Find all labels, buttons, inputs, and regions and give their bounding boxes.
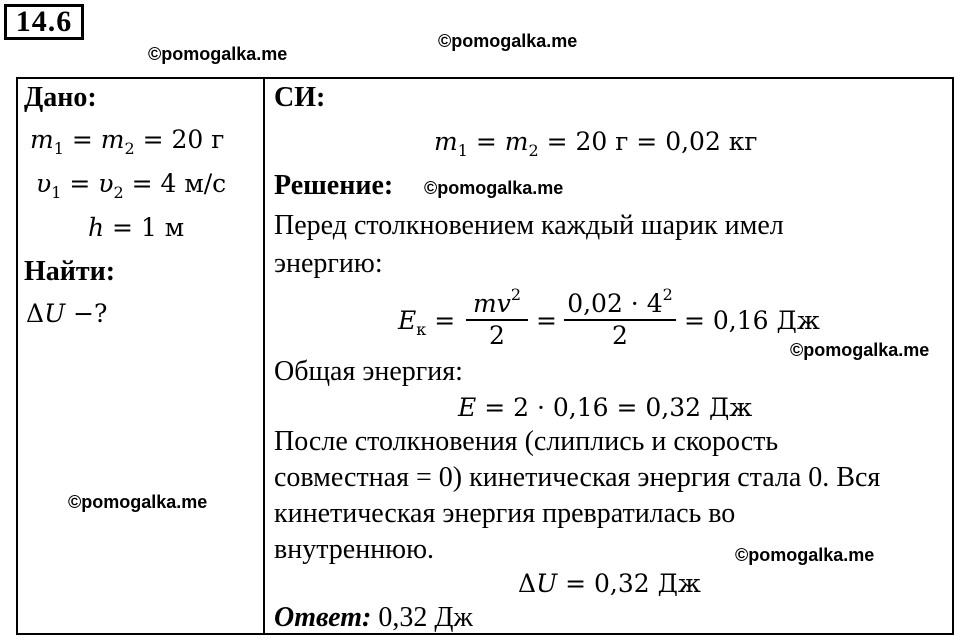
find-heading: Найти: [24,256,116,287]
solution-text-1: Перед столкновением каждый шарик имел [274,210,784,241]
find-line: ΔU −? [26,299,108,328]
equals-sign: = [536,306,557,335]
ek-result: = 0,16 Дж [684,306,820,335]
fraction-1-denominator: 2 [489,321,505,350]
solution-text-7: внутреннюю. [274,534,435,565]
fraction-2-numerator: $0,02 \cdot 4^2$ [567,285,673,318]
problem-number: 14.6 [4,4,84,40]
solution-text-6: кинетическая энергия превратилась во [274,498,736,529]
solution-text-5: совместная = 0) кинетическая энергия стала 0. Вся [274,462,881,493]
watermark-2: ©pomogalka.me [438,31,578,51]
si-heading: СИ: [274,82,326,113]
column-divider [263,77,265,635]
given-velocity-line: $\upsilon_1 = \upsilon_2 = 4$ м/с [36,169,227,202]
solution-text-2: энергию: [274,248,383,279]
solution-text-4: После столкновения (слиплись и скорость [274,426,779,457]
answer-line [274,602,473,634]
fraction-numeric [564,280,676,351]
given-mass-line: $m_1 = m_2 = 20$ г [30,125,225,158]
fraction-1-numerator: $mv^2$ [472,285,522,318]
watermark-4: ©pomogalka.me [790,340,930,360]
given-heading: Дано: [24,82,97,113]
delta-u-line: ΔU = 0,32 Дж [518,569,701,598]
watermark-5: ©pomogalka.me [68,492,208,512]
total-energy-line: E = 2 · 0,16 = 0,32 Дж [458,393,753,422]
si-mass-line: $m_1 = m_2 = 20$ г = 0,02 кг [434,127,758,160]
fraction-2-denominator: 2 [612,321,628,350]
solution-text-3: Общая энергия: [274,356,463,387]
ek-symbol: $E_к$ = [398,306,456,339]
answer-value: 0,32 Дж [371,602,473,633]
given-height-line: h = 1 м [88,213,185,242]
watermark-3: ©pomogalka.me [424,178,564,198]
watermark-1: ©pomogalka.me [148,44,288,64]
fraction-mv2-over-2 [466,280,528,351]
watermark-6: ©pomogalka.me [735,545,875,565]
solution-heading: Решение: [274,170,394,201]
answer-label: Ответ: [274,602,372,633]
